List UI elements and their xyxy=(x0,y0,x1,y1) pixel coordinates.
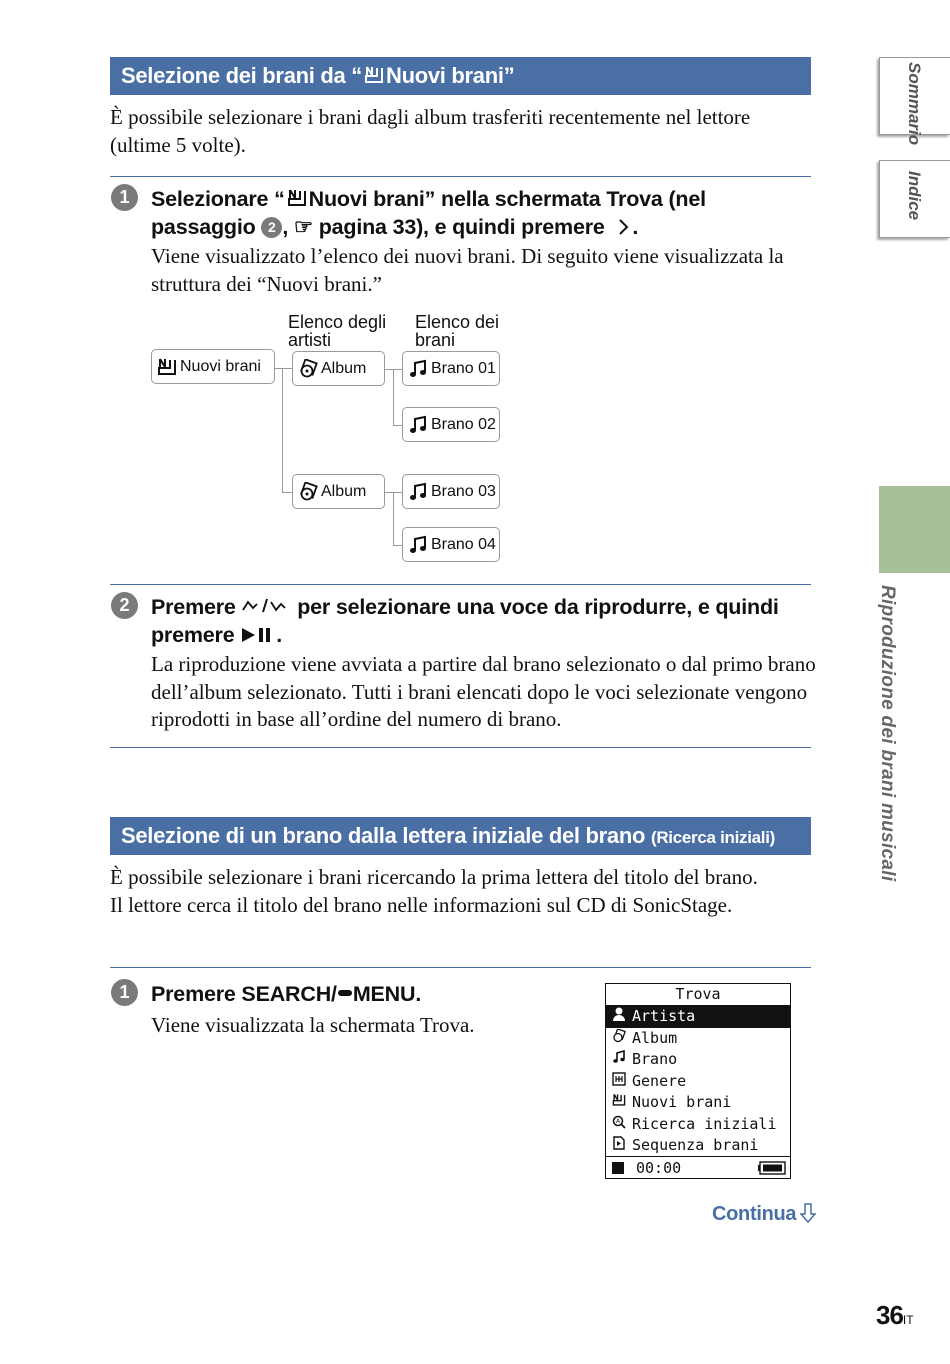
screen-title: Trova xyxy=(606,984,790,1006)
chapter-title: Riproduzione dei brani musicali xyxy=(877,585,898,882)
play-pause-icon xyxy=(240,626,276,644)
divider xyxy=(110,747,811,748)
label-artists-list: Elenco degli artisti xyxy=(288,312,387,350)
indice-label: Indice xyxy=(905,171,924,221)
music-note-icon xyxy=(408,359,428,379)
album-icon xyxy=(612,1029,626,1043)
screen-item-genere[interactable]: Genere xyxy=(606,1071,790,1093)
step-number: 1 xyxy=(111,979,138,1006)
screen-item-ricerca-iniziali[interactable]: A Ricerca iniziali xyxy=(606,1114,790,1136)
section1-intro: È possibile selezionare i brani dagli album trasferiti recentemente nel lettore (ultime 5 volte). xyxy=(110,105,751,157)
screen-item-artista[interactable]: Artista xyxy=(606,1006,790,1028)
page-number: 36IT xyxy=(876,1300,914,1330)
down-arrow-icon xyxy=(800,1203,816,1223)
step-body: Viene visualizzata la schermata Trova. xyxy=(151,1013,475,1037)
screen-status-bar xyxy=(606,1156,790,1178)
step-body: Viene visualizzato l’elenco dei nuovi brani. Di seguito viene visualizzata la struttura dei “Nuovi brani.” xyxy=(151,244,784,296)
step-body: La riproduzione viene avviata a partire dal brano selezionato o dal primo brano dell’album selezionato. Tutti i brani elencati dopo le voci selezionate vengono riprodotti in base all’ordine del numero di brano. xyxy=(151,652,816,731)
artist-icon xyxy=(612,1007,626,1021)
screen-item-nuovi-brani[interactable]: Nuovi brani xyxy=(606,1092,790,1114)
continue-link[interactable]: Continua xyxy=(712,1203,816,1226)
node-track-02: Brano 02 xyxy=(402,407,500,442)
stop-icon xyxy=(612,1162,624,1174)
connector xyxy=(274,368,293,369)
screen-item-sequenza-brani[interactable]: Sequenza brani xyxy=(606,1135,790,1157)
section2-intro: È possibile selezionare i brani ricercando la prima lettera del titolo del brano. Il lettore cerca il titolo del brano nelle informazioni sul CD di SonicStage. xyxy=(110,865,758,917)
new-tracks-icon xyxy=(364,65,384,85)
section-heading-ricerca-iniziali: Selezione di un brano dalla lettera iniziale del brano (Ricerca iniziali) xyxy=(110,817,811,855)
playlist-icon xyxy=(612,1136,626,1150)
connector xyxy=(393,369,394,425)
step-title: Selezionare “ Nuovi brani” nella schermata Trova (nel passaggio 2 , ☞ pagina 33), e quindi premere . xyxy=(151,187,706,239)
node-nuovi-brani: Nuovi brani xyxy=(151,349,275,384)
step-title: Premere per selezionare una voce da riprodurre, e quindi premere . xyxy=(151,595,779,647)
node-album-2: Album xyxy=(292,474,385,509)
divider xyxy=(110,176,811,177)
screen-time: 00:00 xyxy=(636,1158,682,1177)
connector xyxy=(393,492,394,545)
section-heading-nuovi-brani: Selezione dei brani da “ Nuovi brani” xyxy=(110,57,811,95)
indice-tab[interactable] xyxy=(879,160,950,238)
divider xyxy=(110,584,811,585)
music-note-icon xyxy=(408,482,428,502)
step-title: Premere SEARCH/ MENU. xyxy=(151,982,422,1006)
album-icon xyxy=(298,359,318,379)
menu-dash-icon xyxy=(337,986,353,1000)
sommario-tab[interactable] xyxy=(879,57,950,146)
connector xyxy=(282,368,283,492)
album-icon xyxy=(298,482,318,502)
step-ref-badge: 2 xyxy=(261,217,282,238)
chapter-marker xyxy=(879,486,950,573)
divider xyxy=(110,967,811,968)
label-tracks-list: Elenco dei brani xyxy=(415,312,500,350)
search-initial-icon xyxy=(612,1115,626,1129)
music-note-icon xyxy=(408,535,428,555)
new-tracks-icon xyxy=(612,1093,626,1107)
trova-screen xyxy=(605,983,791,1179)
step-number: 2 xyxy=(111,592,138,619)
screen-item-album[interactable]: Album xyxy=(606,1028,790,1050)
right-arrow-icon xyxy=(614,217,632,237)
node-track-03: Brano 03 xyxy=(402,474,500,509)
music-note-icon xyxy=(612,1050,626,1064)
new-tracks-icon xyxy=(157,357,177,377)
battery-icon xyxy=(758,1161,786,1175)
music-note-icon xyxy=(408,415,428,435)
svg-text:A: A xyxy=(616,1117,621,1125)
genre-icon xyxy=(612,1072,626,1086)
node-track-04: Brano 04 xyxy=(402,527,500,562)
new-tracks-icon xyxy=(287,188,307,208)
node-album-1: Album xyxy=(292,351,385,386)
step-number: 1 xyxy=(111,184,138,211)
sommario-label: Sommario xyxy=(905,62,924,146)
screen-item-brano[interactable]: Brano xyxy=(606,1049,790,1071)
node-track-01: Brano 01 xyxy=(402,351,500,386)
up-down-arrow-icon xyxy=(241,597,291,615)
